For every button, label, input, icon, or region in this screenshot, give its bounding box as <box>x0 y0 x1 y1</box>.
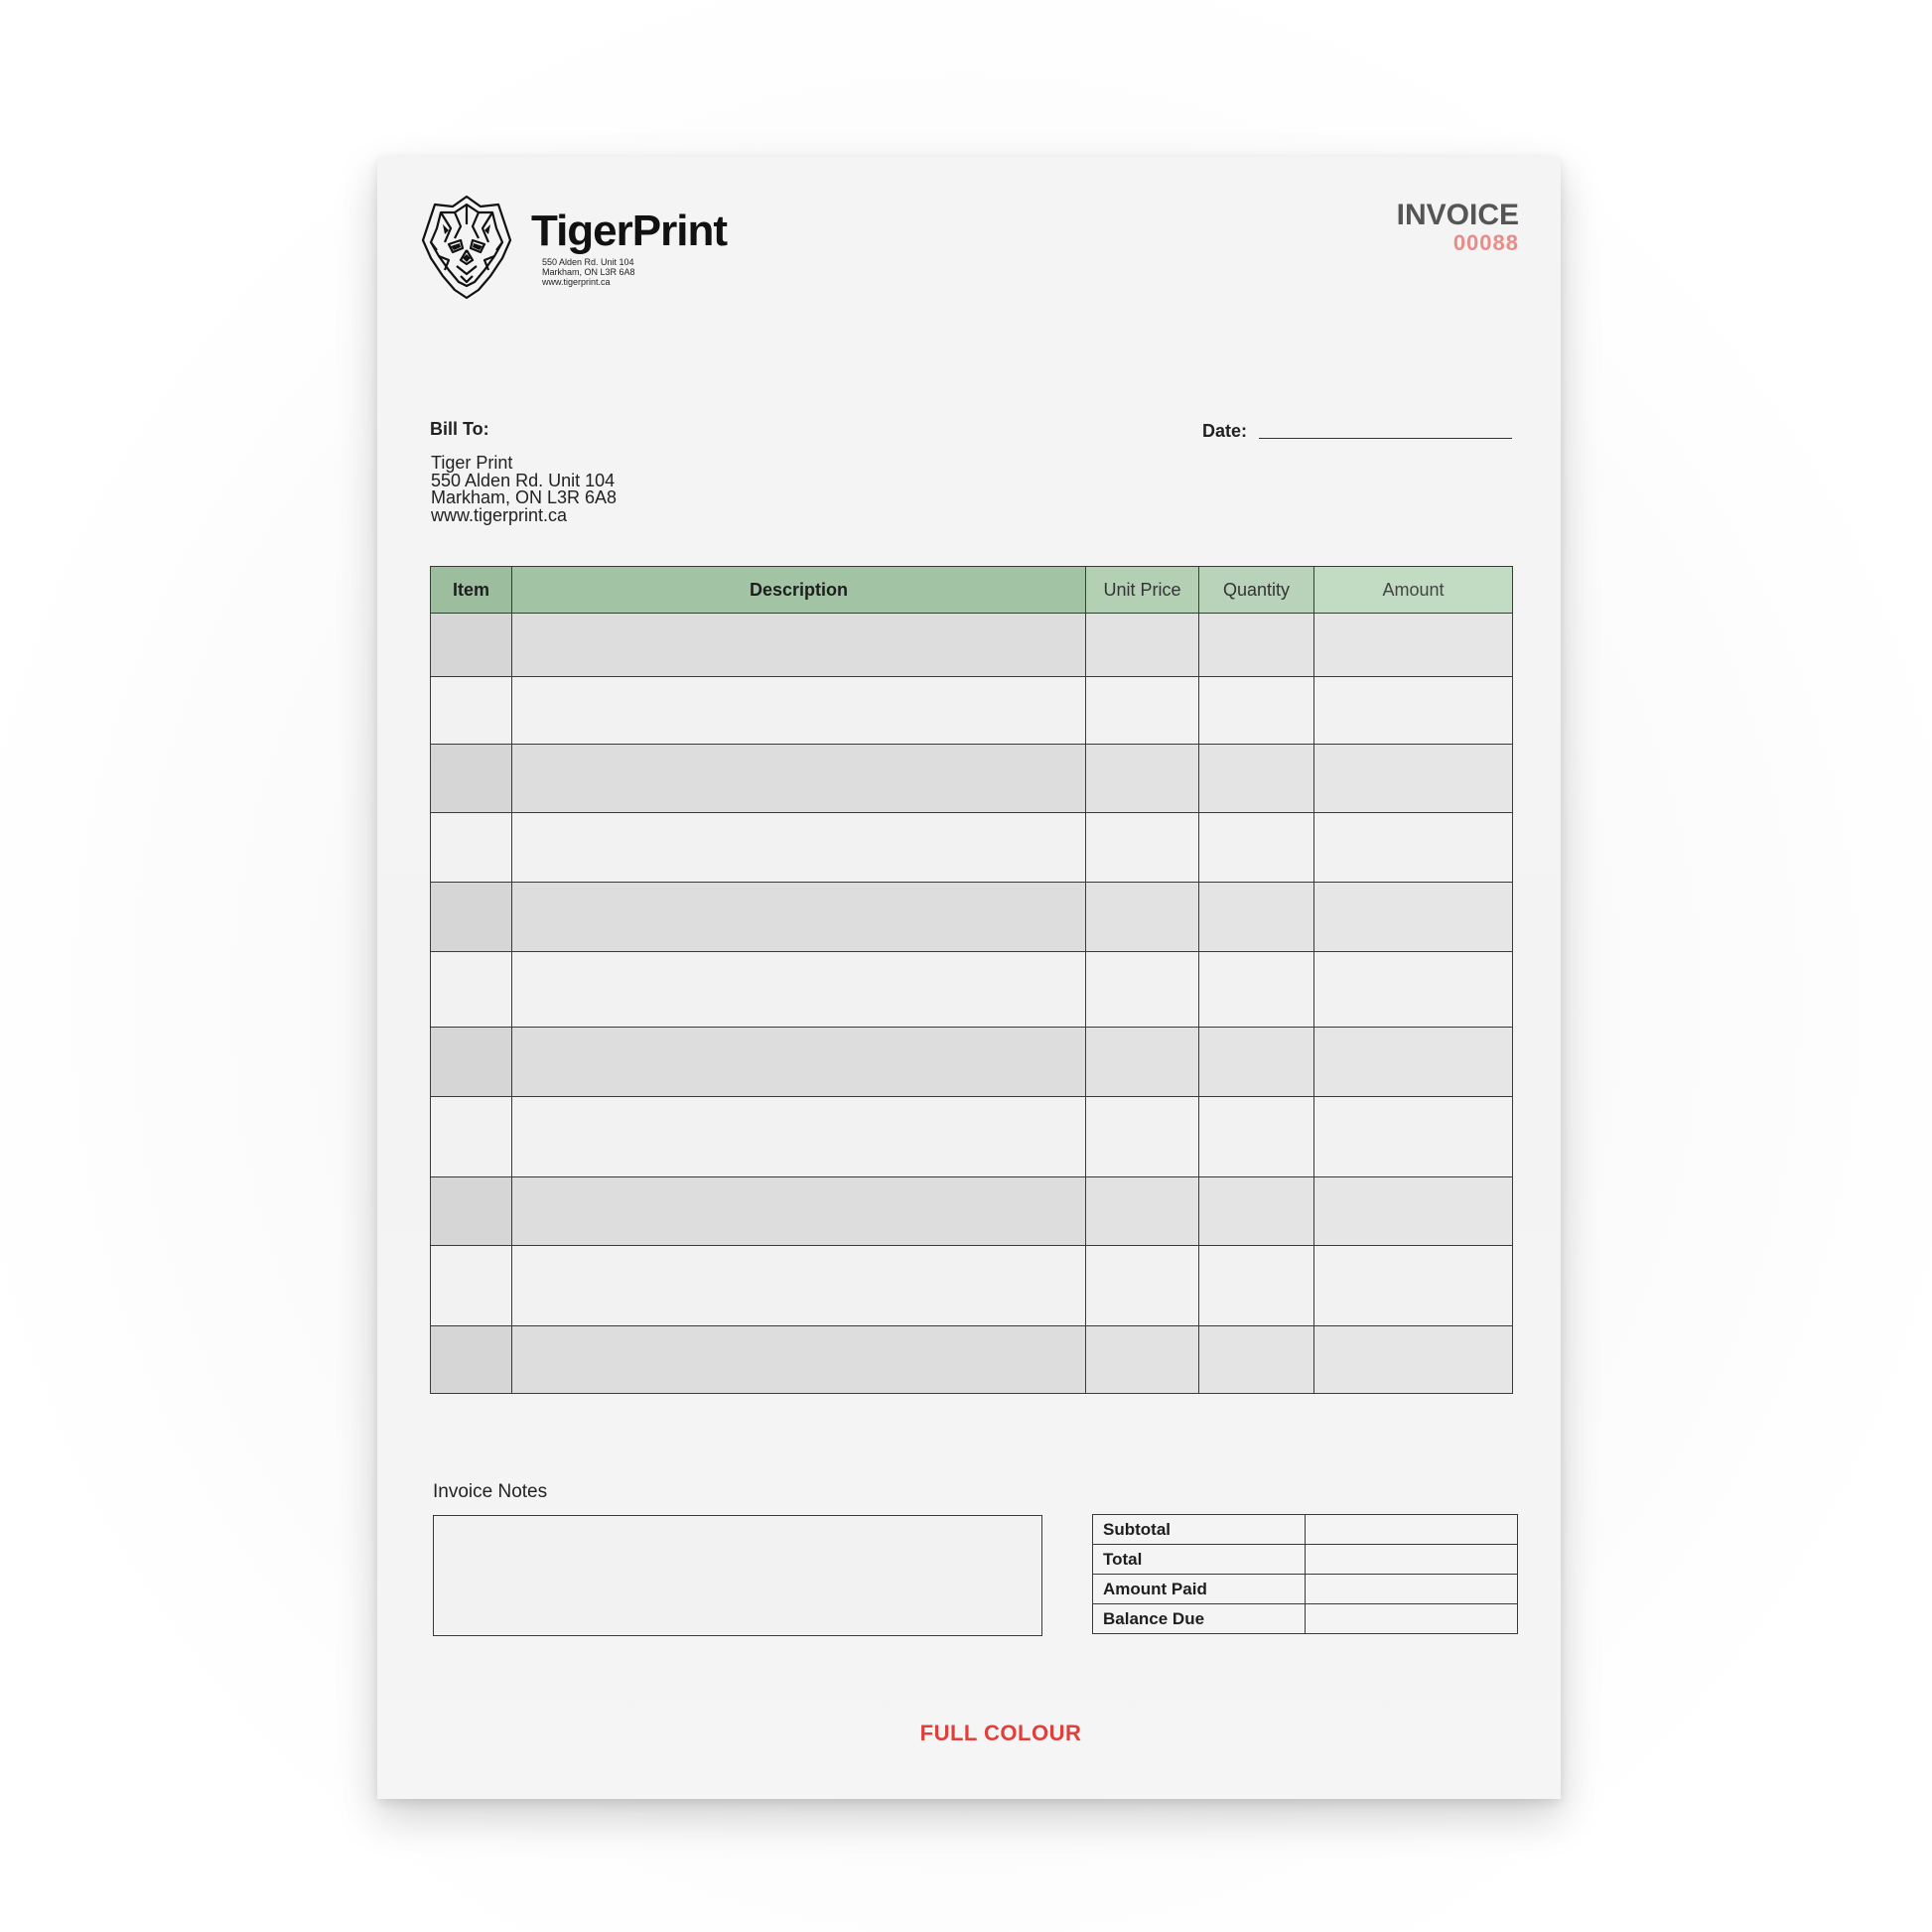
bill-to-name: Tiger Print <box>431 453 513 473</box>
cell-unit-price[interactable] <box>1086 883 1199 952</box>
column-header-unit-price: Unit Price <box>1086 567 1199 614</box>
cell-item[interactable] <box>431 614 512 677</box>
cell-item[interactable] <box>431 1246 512 1326</box>
cell-amount[interactable] <box>1314 614 1513 677</box>
cell-description[interactable] <box>512 813 1086 883</box>
cell-item[interactable] <box>431 1177 512 1246</box>
column-header-quantity: Quantity <box>1199 567 1314 614</box>
date-label: Date: <box>1202 421 1248 441</box>
table-row <box>431 1177 1513 1246</box>
company-address-line-1: 550 Alden Rd. Unit 104 <box>542 257 634 267</box>
cell-item[interactable] <box>431 952 512 1028</box>
full-colour-tag: FULL COLOUR <box>919 1721 1082 1745</box>
cell-unit-price[interactable] <box>1086 813 1199 883</box>
cell-quantity[interactable] <box>1199 952 1314 1028</box>
cell-quantity[interactable] <box>1199 677 1314 745</box>
cell-amount[interactable] <box>1314 1326 1513 1394</box>
cell-quantity[interactable] <box>1199 1028 1314 1097</box>
cell-description[interactable] <box>512 883 1086 952</box>
cell-amount[interactable] <box>1314 813 1513 883</box>
cell-unit-price[interactable] <box>1086 952 1199 1028</box>
table-row <box>431 1326 1513 1394</box>
column-header-amount: Amount <box>1314 567 1513 614</box>
cell-description[interactable] <box>512 1097 1086 1177</box>
amount-paid-label: Amount Paid <box>1093 1575 1306 1604</box>
cell-unit-price[interactable] <box>1086 1097 1199 1177</box>
cell-description[interactable] <box>512 614 1086 677</box>
invoice-notes-box[interactable] <box>433 1515 1042 1636</box>
cell-item[interactable] <box>431 1028 512 1097</box>
total-label: Total <box>1093 1545 1306 1575</box>
bill-to-website: www.tigerprint.ca <box>431 504 568 525</box>
balance-due-label: Balance Due <box>1093 1604 1306 1634</box>
cell-unit-price[interactable] <box>1086 745 1199 813</box>
bill-to-street: 550 Alden Rd. Unit 104 <box>431 470 616 490</box>
cell-unit-price[interactable] <box>1086 1326 1199 1394</box>
cell-amount[interactable] <box>1314 745 1513 813</box>
cell-quantity[interactable] <box>1199 1246 1314 1326</box>
tiger-logo-icon <box>421 195 512 300</box>
invoice-title: INVOICE <box>1396 199 1519 231</box>
cell-quantity[interactable] <box>1199 1177 1314 1246</box>
balance-due-value[interactable] <box>1306 1604 1518 1634</box>
table-row <box>431 677 1513 745</box>
cell-unit-price[interactable] <box>1086 614 1199 677</box>
cell-description[interactable] <box>512 677 1086 745</box>
totals-row-subtotal <box>1093 1515 1518 1545</box>
table-row <box>431 745 1513 813</box>
cell-unit-price[interactable] <box>1086 1177 1199 1246</box>
cell-quantity[interactable] <box>1199 1097 1314 1177</box>
cell-amount[interactable] <box>1314 883 1513 952</box>
cell-unit-price[interactable] <box>1086 677 1199 745</box>
totals-row-balance-due <box>1093 1604 1518 1634</box>
cell-amount[interactable] <box>1314 1028 1513 1097</box>
cell-quantity[interactable] <box>1199 1326 1314 1394</box>
subtotal-label: Subtotal <box>1093 1515 1306 1545</box>
bill-to-label: Bill To: <box>430 419 489 439</box>
cell-description[interactable] <box>512 745 1086 813</box>
cell-item[interactable] <box>431 677 512 745</box>
table-row <box>431 1028 1513 1097</box>
cell-description[interactable] <box>512 1326 1086 1394</box>
bill-to-city: Markham, ON L3R 6A8 <box>431 487 618 507</box>
cell-description[interactable] <box>512 1177 1086 1246</box>
invoice-sheet <box>377 157 1561 1799</box>
amount-paid-value[interactable] <box>1306 1575 1518 1604</box>
line-items-table <box>430 566 1513 1394</box>
cell-quantity[interactable] <box>1199 614 1314 677</box>
table-row <box>431 813 1513 883</box>
company-name: TigerPrint <box>531 207 728 255</box>
subtotal-value[interactable] <box>1306 1515 1518 1545</box>
totals-row-amount-paid <box>1093 1575 1518 1604</box>
table-row <box>431 883 1513 952</box>
cell-description[interactable] <box>512 1246 1086 1326</box>
cell-unit-price[interactable] <box>1086 1246 1199 1326</box>
table-header-row <box>431 567 1513 614</box>
cell-quantity[interactable] <box>1199 883 1314 952</box>
cell-amount[interactable] <box>1314 1246 1513 1326</box>
company-address-line-2: Markham, ON L3R 6A8 <box>542 267 635 277</box>
cell-item[interactable] <box>431 883 512 952</box>
cell-quantity[interactable] <box>1199 745 1314 813</box>
cell-item[interactable] <box>431 813 512 883</box>
column-header-description: Description <box>512 567 1086 614</box>
table-row <box>431 1097 1513 1177</box>
cell-description[interactable] <box>512 952 1086 1028</box>
table-row <box>431 614 1513 677</box>
cell-amount[interactable] <box>1314 1097 1513 1177</box>
table-row <box>431 1246 1513 1326</box>
cell-amount[interactable] <box>1314 677 1513 745</box>
cell-item[interactable] <box>431 1326 512 1394</box>
company-website: www.tigerprint.ca <box>542 277 611 287</box>
cell-unit-price[interactable] <box>1086 1028 1199 1097</box>
date-field[interactable] <box>1259 438 1512 439</box>
column-header-item: Item <box>431 567 512 614</box>
invoice-number: 00088 <box>1452 230 1519 255</box>
total-value[interactable] <box>1306 1545 1518 1575</box>
cell-item[interactable] <box>431 1097 512 1177</box>
table-row <box>431 952 1513 1028</box>
invoice-notes-label: Invoice Notes <box>433 1481 548 1502</box>
cell-quantity[interactable] <box>1199 813 1314 883</box>
cell-amount[interactable] <box>1314 1177 1513 1246</box>
cell-amount[interactable] <box>1314 952 1513 1028</box>
totals-table <box>1092 1514 1518 1634</box>
bill-to-address <box>431 455 617 524</box>
cell-description[interactable] <box>512 1028 1086 1097</box>
totals-row-total <box>1093 1545 1518 1575</box>
cell-item[interactable] <box>431 745 512 813</box>
